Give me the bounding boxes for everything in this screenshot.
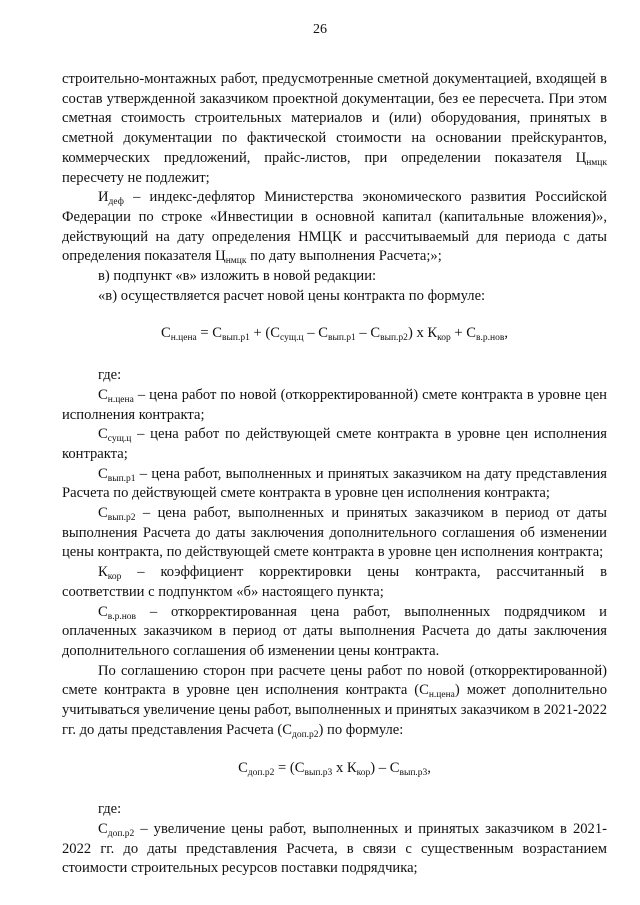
where-label: где:	[98, 367, 122, 384]
formula-part: ) – С	[370, 759, 400, 776]
page-number: 26	[313, 22, 327, 37]
subscript: н.цена	[428, 690, 455, 701]
subscript: доп.р2	[247, 767, 275, 778]
formula-part: x К	[332, 759, 357, 776]
symbol: С	[98, 426, 108, 443]
subscript: вып.р1	[107, 473, 136, 484]
text: – откорректированная цена работ, выполненных подрядчиком и оплаченных заказчиком в период от даты выполнения Расчета до даты заключения дополнительного соглашения об изменении цены контракта.	[62, 603, 607, 659]
subscript: кор	[356, 767, 371, 778]
text: – увеличение цены работ, выполненных и принятых заказчиком в 2021-2022 гг. до даты представления Расчета, в связи с существенным возрастанием стоимости строительных ресурсов поставки подрядчика;	[62, 820, 607, 877]
text: – цена работ, выполненных и принятых заказчиком в период от даты выполнения Расчета до даты заключения дополнительного соглашения об изменении цены контракта, по действующей смете контракта в уровне цен исполнения контракта;	[62, 505, 607, 561]
symbol: К	[98, 564, 108, 581]
where-label: где:	[98, 801, 122, 818]
formula-part: ,	[504, 325, 508, 342]
symbol: С	[98, 820, 108, 837]
formula-part: + (С	[249, 325, 280, 342]
definition-item	[62, 504, 607, 563]
definition-ideflator	[62, 188, 607, 267]
subscript: н.цена	[170, 333, 197, 344]
subscript: сущ.ц	[280, 333, 304, 344]
subscript: вып.р1	[222, 333, 250, 344]
paragraph-agreement	[62, 662, 607, 741]
subscript: вып.р1	[327, 333, 356, 344]
symbol: С	[98, 386, 108, 403]
text: по дату выполнения Расчета;»;	[246, 248, 442, 265]
subscript: сущ.ц	[107, 434, 132, 445]
subscript: нмцк	[586, 157, 607, 168]
subscript: н.цена	[107, 394, 134, 405]
paragraph-continuation	[62, 70, 607, 188]
text: – цена работ по действующей смете контракта в уровне цен исполнения контракта;	[62, 426, 607, 462]
document-body	[62, 70, 607, 879]
definition-item	[62, 820, 607, 879]
paragraph-formula-intro: «в) осуществляется расчет новой цены контракта по формуле:	[98, 287, 486, 304]
formula-part: – С	[355, 325, 381, 342]
text: пересчету не подлежит;	[62, 169, 210, 186]
formula-part: + С	[450, 325, 477, 342]
formula-part: ,	[427, 759, 431, 776]
subscript: вып.р3	[304, 767, 333, 778]
definition-item	[62, 425, 607, 464]
formula-additional	[62, 759, 607, 779]
formula-new-price	[62, 324, 607, 344]
symbol: С	[98, 603, 108, 620]
definition-item	[62, 465, 607, 504]
text: – индекс-дефлятор Министерства экономического развития Российской Федерации по строке «Инвестиции в основной капитал (капитальные вложения)», действующий на дату определения НМЦК и рассчитываемый для периода с даты определения показателя Ц	[62, 189, 607, 265]
definition-item	[62, 603, 607, 662]
formula-part: – С	[303, 325, 328, 342]
subscript: кор	[107, 572, 122, 583]
subscript: вып.р2	[380, 333, 408, 344]
symbol: И	[98, 189, 109, 206]
text: – цена работ, выполненных и принятых заказчиком на дату представления Расчета по действующей смете контракта в уровне цен исполнения контракта;	[62, 465, 607, 502]
subscript: вып.р3	[399, 767, 428, 778]
formula-part: = С	[196, 325, 223, 342]
text: По соглашению сторон при расчете цены работ по новой (откорректированной) смете контракта в уровне цен исполнения контракта (С	[62, 662, 607, 699]
subscript: вып.р2	[107, 513, 136, 524]
formula-part: ) x К	[407, 325, 438, 342]
text: ) может дополнительно учитываться увеличение цены работ, выполненных и принятых заказчиком в 2021-2022 гг. до даты представления Расчета (С	[62, 682, 607, 738]
subscript: деф	[108, 197, 124, 208]
subscript: в.р.нов	[476, 333, 505, 344]
text: строительно-монтажных работ, предусмотренные сметной документацией, входящей в состав утвержденной заказчиком проектной документации, без ее пересчета. При этом сметная стоимость строительных материалов и (или) оборудования, принятых в сметной документации по фактической стоимости на основании прейскурантов, коммерческих предложений, прайс-листов, при определении показателя Ц	[62, 71, 607, 166]
subscript: доп.р2	[292, 729, 319, 740]
symbol: С	[98, 465, 108, 482]
formula-part: С	[238, 759, 248, 776]
definition-item	[62, 563, 607, 602]
subscript: в.р.нов	[107, 611, 137, 622]
formula-part: = (С	[274, 759, 305, 776]
text: – цена работ по новой (откорректированной) смете контракта в уровне цен исполнения контракта;	[62, 386, 607, 423]
symbol: С	[98, 505, 108, 522]
paragraph-subitem-v: в) подпункт «в» изложить в новой редакции:	[98, 268, 377, 285]
formula-part: С	[160, 325, 171, 342]
subscript: нмцк	[225, 256, 247, 267]
definition-item	[62, 386, 607, 425]
text: – коэффициент корректировки цены контракта, рассчитанный в соответствии с подпунктом «б» настоящего пункта;	[62, 564, 607, 600]
subscript: кор	[437, 333, 451, 344]
subscript: доп.р2	[107, 828, 135, 839]
text: ) по формуле:	[318, 721, 404, 738]
